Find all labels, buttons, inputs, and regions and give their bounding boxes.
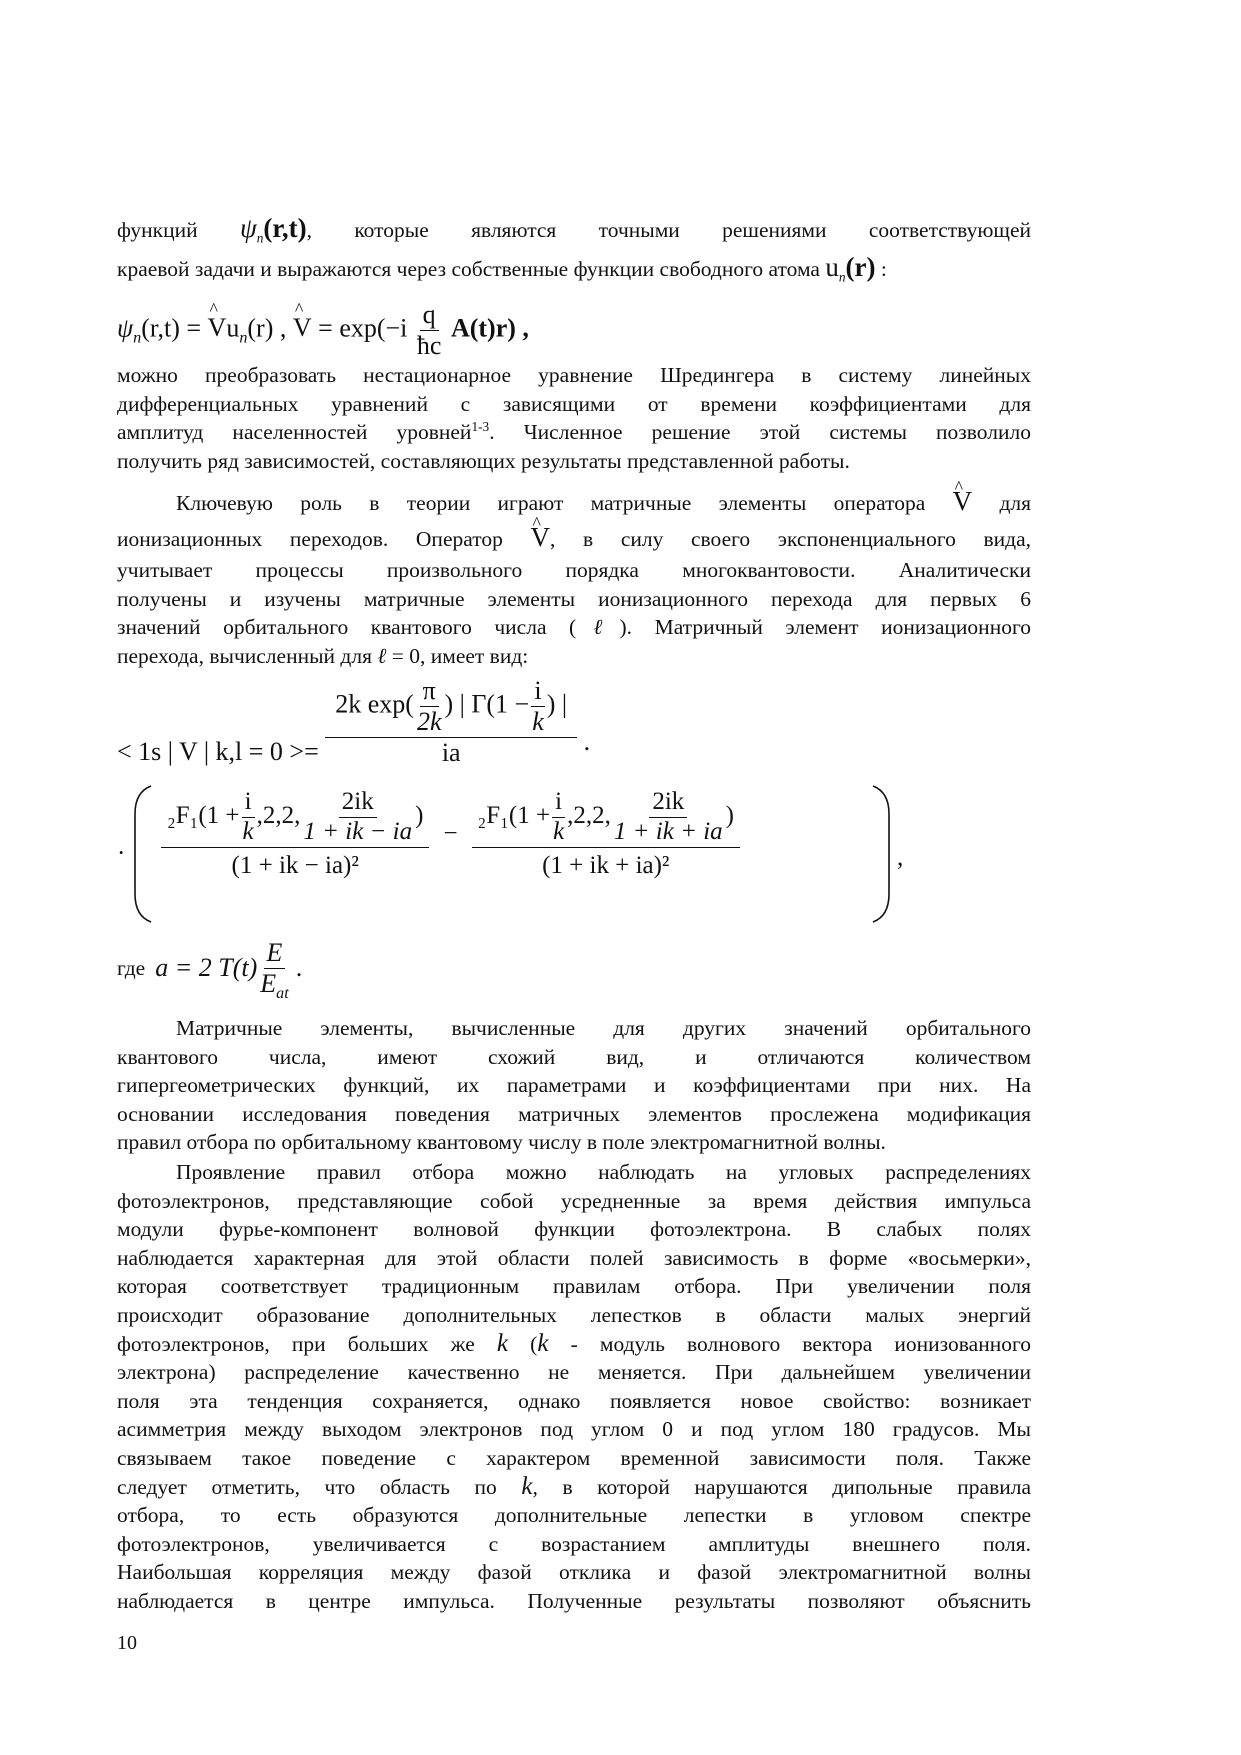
text-line: Матричные элементы, вычисленные для других значений орбитального — [176, 1016, 1031, 1040]
fraction-matrix-element: 2k exp( $\frac{\pi}{2k}$ ) | Γ(1 − $\frac{i}{k}$ ) | ia — [325, 676, 577, 768]
text-line: получить ряд зависимостей, составляющих результаты представленной работы. — [117, 448, 850, 473]
equation-a-definition: где a = 2 T(t) E $E_{at}$ . — [117, 938, 303, 1003]
text-line: значений орбитального квантового числа (ℓ). Матричный элемент ионизационного — [117, 615, 1031, 640]
text-line: правил отбора по орбитальному квантовому числу в поле электромагнитной волны. — [117, 1130, 886, 1155]
fraction-e-over-eat: E $E_{at}$ — [260, 938, 289, 1003]
text-line: можно преобразовать нестационарное уравнение Шредингера в систему линейных — [117, 363, 1031, 387]
text-line: квантового числа, имеют схожий вид, и отличаются количеством — [117, 1044, 1031, 1069]
text-line: которая соответствует традиционным правилам отбора. При увеличении поля — [117, 1274, 1031, 1299]
text-line: следует отметить, что область по k, в которой нарушаются дипольные правила — [117, 1472, 1032, 1500]
text-line: поля эта тенденция сохраняется, однако появляется новое свойство: возникает — [117, 1388, 1031, 1413]
fraction-term-2: ₂F₁(1 + $\frac{i}{k}$ ,2,2, $\frac{2ik}{1 + ik + ia}$ ) (1 + ik + ia)² — [472, 788, 740, 880]
text-line: модули фурье-компонент волновой функции фотоэлектрона. В слабых полях — [117, 1217, 1031, 1242]
text-line: краевой задачи и выражаются через собственные функции свободного атома $u_n(r)$ : — [117, 252, 887, 285]
paragraph-schrodinger — [117, 361, 1031, 475]
text-line: гипергеометрических функций, их параметрами и коэффициентами при них. На — [117, 1073, 1031, 1098]
text-line: дифференциальных уравнений с зависящими от времени коэффициентами для — [117, 391, 1031, 416]
document-page: функций $\psi_n(r,t)$, которые являются точными решениями соответствующей краевой задачи и выражаются через собственные функции свободного атома $u_n(r)$ : $\psi_n(r,t)$ = ^ $Vu_n(r)$ , ^ V = exp(−i $\frac{q}{ħc}$ A(t)r) , можно преобразовать нестационарное уравнение Шредингера в систему линейных дифференциальных уравнений с зависящими от времени коэффициентами для амплитуд населенностей уровней$^{1-3}$. Численное решение этой системы позволило получить ряд зависимостей, составляющих результаты представленной работы. Ключевую роль в теории играют матричные элементы оператора ^ V для ионизационных переходов. Оператор ^ V, в силу своего экспоненциального вида, учитывает процессы произвольного порядка многоквантовости. Аналитически получены и изучены матричные элементы ионизационного перехода для первых 6 значений орбитального квантового числа (ℓ). Матричный элемент ионизационного перехода, вычисленный для ℓ = 0, имеет вид: < 1s | V | k,l = 0 >= 2k exp( $\frac{\pi}{2k}$ ) | Γ(1 − $\frac{i}{k}$ ) | ia . · ₂F₁(1 + $\frac{i}{k}$ ,2,2, $\frac{2ik}{1 + ik - ia}$ ) (1 + ik − ia)² − ₂F₁(1 + $\frac{i}{k}$ ,2,2, $\frac{2ik}{1 + ik + ia}$ ) (1 + ik + ia)² , где a = 2 T(t) E $E_{at}$ . Матричные элементы, вычисленные для других значений орбитального квантового числа, имеют схожий вид, и отличаются количеством гипергеометрических функций, их параметрами и коэффициентами при них. На основании исследования поведения матричных элементов прослежена модификация правил отбора по орбитальному квантовому числу в поле электромагнитной волны. Проявление правил отбора можно наблюдать на угловых распределениях фотоэлектронов, представляющие собой усредненные за время действия импульса модули фурье-компонент волновой функции фотоэлектрона. В слабых полях наблюдается характерная для этой области полей зависимость в форме «восьмерки», которая соответствует традиционным правилам отбора. При увеличении поля происходит образование дополнительных лепестков в области малых энергий фотоэлектронов, при больших же k (k - модуль волнового вектора ионизованного электрона) распределение качественно не меняется. При дальнейшем увеличении поля эта тенденция сохраняется, однако появляется новое свойство: возникает асимметрия между выходом электронов под углом 0 и под углом 180 градусов. Мы связываем такое поведение с характером временной зависимости поля. Также следует отметить, что область по k, в которой нарушаются дипольные правила отбора, то есть образуются дополнительные лепестки в угловом спектре фотоэлектронов, увеличивается с возрастанием амплитуды внешнего поля. Наибольшая корреляция между фазой отклика и фазой электромагнитной волны наблюдается в центре импульса. Полученные результаты позволяют объяснить 10 — [0, 0, 1241, 1755]
text-line: электрона) распределение качественно не меняется. При дальнейшем увеличении — [117, 1360, 1031, 1385]
paragraph-matrix-elements — [117, 484, 1031, 670]
text-line: Проявление правил отбора можно наблюдать на угловых распределениях — [176, 1160, 1031, 1184]
fraction-term-1: ₂F₁(1 + $\frac{i}{k}$ ,2,2, $\frac{2ik}{1 + ik - ia}$ ) (1 + ik − ia)² — [161, 788, 429, 880]
citation-ref: 1-3 — [471, 419, 490, 435]
text-line: фотоэлектронов, увеличивается с возрастанием амплитуды внешнего поля. — [117, 1531, 1031, 1556]
paragraph-other-orbitals — [117, 1014, 1031, 1157]
text-line: наблюдается в центре импульса. Полученные результаты позволяют объяснить — [117, 1588, 1031, 1613]
text-line: асимметрия между выходом электронов под углом 0 и под углом 180 градусов. Мы — [117, 1417, 1031, 1442]
text-line: наблюдается характерная для этой области полей зависимость в форме «восьмерки», — [117, 1245, 1031, 1270]
text-line: учитывает процессы произвольного порядка многоквантовости. Аналитически — [117, 558, 1031, 582]
text-line: отбора, то есть образуются дополнительные лепестки в угловом спектре — [117, 1503, 1031, 1528]
text-line: Наибольшая корреляция между фазой отклика и фазой электромагнитной волны — [117, 1560, 1031, 1585]
psi-symbol: ψ — [239, 213, 257, 243]
text-line: происходит образование дополнительных лепестков в области малых энергий — [117, 1302, 1031, 1327]
equation-matrix-element: < 1s | V | k,l = 0 >= 2k exp( $\frac{\pi}{2k}$ ) | Γ(1 − $\frac{i}{k}$ ) | ia . — [117, 676, 591, 767]
text-line: фотоэлектронов, представляющие собой усредненные за время действия импульса — [117, 1188, 1031, 1213]
paragraph-intro — [117, 210, 1031, 288]
text-line: связываем такое поведение с характером временной зависимости поля. Также — [117, 1445, 1031, 1470]
text-line: основании исследования поведения матричных элементов прослежена модификация — [117, 1101, 1031, 1126]
equation-wavefunction: $\psi_n(r,t)$ = ^ $Vu_n(r)$ , ^ V = exp(−i $\frac{q}{ħc}$ A(t)r) , — [117, 300, 529, 361]
text-line: амплитуд населенностей уровней$^{1-3}$. Численное решение этой системы позволило — [117, 419, 1031, 445]
text-line: перехода, вычисленный для ℓ = 0, имеет вид: — [117, 643, 529, 668]
operator-v-hat: ^ V — [293, 313, 312, 343]
fraction-q-over-hbar-c: $\frac{q}{ħc}$ — [416, 300, 442, 360]
text-line: Ключевую роль в теории играют матричные элементы оператора ^ V для — [117, 484, 1031, 520]
text-line: получены и изучены матричные элементы ионизационного перехода для первых 6 — [117, 586, 1031, 611]
right-paren — [869, 784, 893, 924]
text-line: ионизационных переходов. Оператор ^ V, в силу своего экспоненциального вида, — [117, 520, 1031, 556]
text-line: функций $\psi_n(r,t)$, которые являются точными решениями соответствующей — [117, 213, 1032, 246]
left-paren — [131, 784, 155, 924]
operator-v-hat: ^ V — [208, 313, 227, 343]
paragraph-angular-distributions — [117, 1158, 1031, 1616]
page-number: 10 — [117, 1632, 137, 1654]
text-line: фотоэлектронов, при больших же k (k - модуль волнового вектора ионизованного — [117, 1329, 1032, 1357]
